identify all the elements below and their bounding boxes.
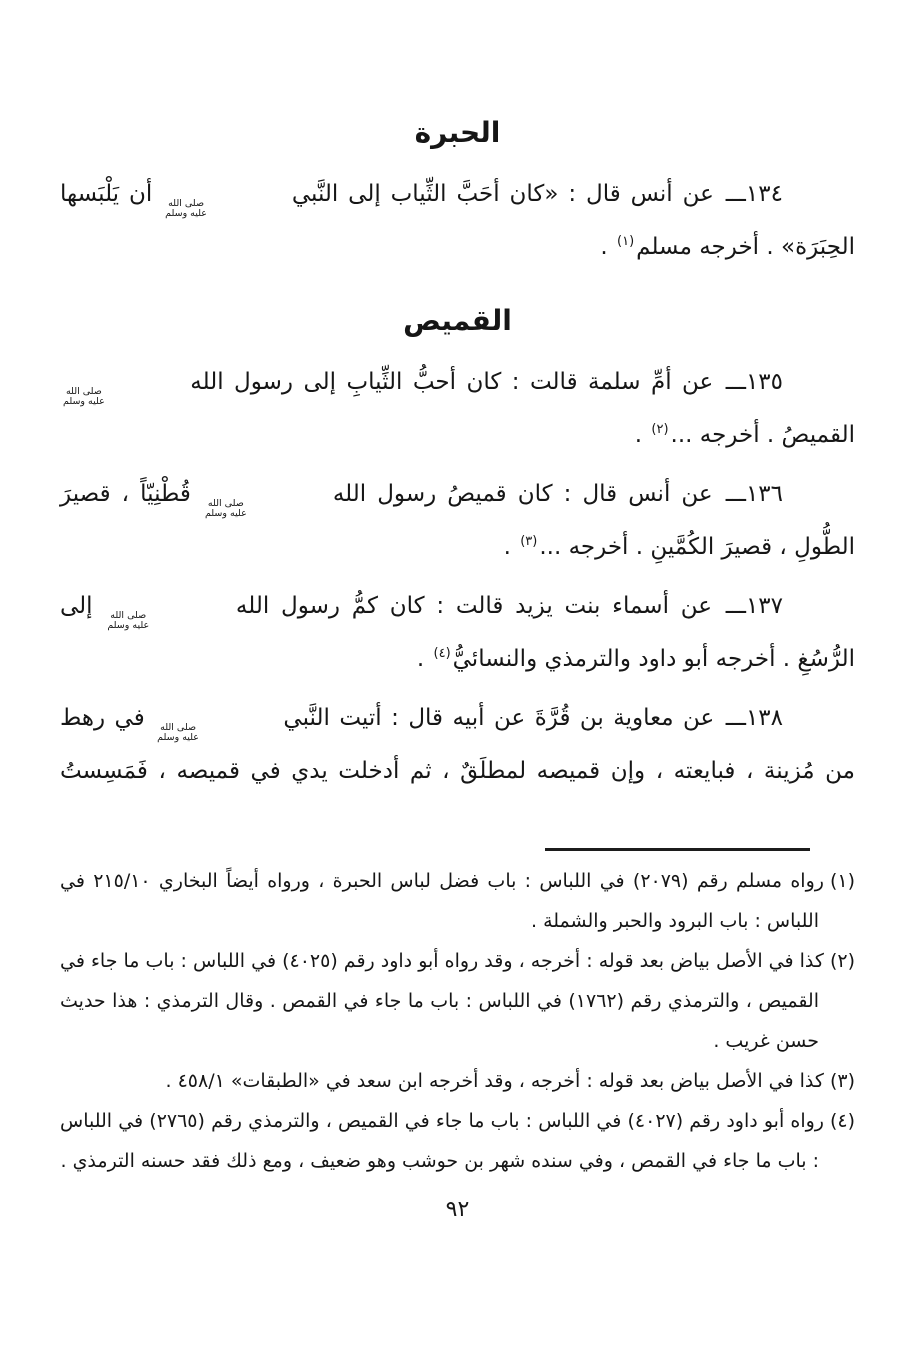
footnote-marker: (٤): [829, 1110, 856, 1132]
hadith-number: ١٣٥: [745, 369, 783, 395]
footnote-marker: (٣): [829, 1070, 855, 1092]
saw-honorific-seal: صلى الله عليه وسلم: [157, 722, 199, 743]
saw-honorific-seal: صلى الله عليه وسلم: [204, 498, 247, 519]
footnote-text: كذا في الأصل بياض بعد قوله : أخرجه ، وقد أخرجه ابن سعد في «الطبقات» ٤٥٨/١ .: [165, 1070, 824, 1092]
footnote-text: كذا في الأصل بياض بعد قوله : أخرجه ، وقد رواه أبو داود رقم (٤٠٢٥) في اللباس : باب ما جاء في القميص ، والترمذي رقم (١٧٦٢) في اللباس : باب ما جاء في القمص . وقال الترمذي : هذا حديث حسن غريب .: [60, 950, 824, 1052]
footnotes-section: [60, 848, 855, 1181]
hadith-135: [60, 356, 855, 462]
footnote-ref-3: (٣): [520, 534, 538, 550]
page-number: ٩٢: [445, 1197, 470, 1222]
footnote-4: [60, 1101, 855, 1181]
saw-honorific-seal: صلى الله عليه وسلم: [165, 198, 207, 219]
footnote-3: [60, 1061, 855, 1101]
hadith-text: عن أمِّ سلمة قالت : كان أحبُّ الثِّيابِ إلى رسول الله صلى الله عليه وسلم القميصُ . أخرجه ...: [63, 369, 855, 448]
number-dash: ـــ: [725, 705, 746, 731]
hadith-tail: .: [634, 422, 650, 448]
hadith-tail: .: [503, 534, 519, 560]
footnote-ref-4: (٤): [433, 646, 451, 662]
hadith-number: ١٣٨: [745, 705, 783, 731]
number-dash: ـــ: [725, 181, 746, 207]
number-dash: ـــ: [725, 369, 746, 395]
hadith-text: عن معاوية بن قُرَّةَ عن أبيه قال : أتيت النَّبي صلى الله عليه وسلم في رهط من مُزينة ، فبايعته ، وإن قميصه لمطلَقٌ ، ثم أدخلت يدي في قميصه ، فَمَسِستُ: [60, 705, 855, 784]
hadith-text: عن أنس قال : كان قميصُ رسول الله صلى الله عليه وسلم قُطْنِيّاً ، قصيرَ الطُّولِ ، قصيرَ الكُمَّينِ . أخرجه ...: [60, 481, 855, 560]
number-dash: ـــ: [725, 593, 746, 619]
section-title-hibara: الحبرة: [414, 116, 501, 149]
hadith-136: [60, 468, 855, 574]
hadith-text: عن أسماء بنت يزيد قالت : كان كمُّ رسول الله صلى الله عليه وسلم إلى الرُّسُغِ . أخرجه أبو داود والترمذي والنسائيُّ: [60, 593, 855, 672]
footnote-text: رواه أبو داود رقم (٤٠٢٧) في اللباس : باب ما جاء في القميص ، والترمذي رقم (٢٧٦٥) في اللباس : باب ما جاء في القمص ، وفي سنده شهر بن حوشب وهو ضعيف ، ومع ذلك فقد حسنه الترمذي .: [60, 1110, 824, 1172]
hadith-number: ١٣٧: [745, 593, 783, 619]
number-dash: ـــ: [725, 481, 746, 507]
footnote-2: [60, 941, 855, 1061]
footnote-marker: (١): [829, 870, 855, 892]
hadith-tail: .: [600, 234, 615, 260]
hadith-number: ١٣٦: [745, 481, 783, 507]
hadith-137: [60, 580, 855, 686]
saw-honorific-seal: صلى الله عليه وسلم: [63, 386, 105, 407]
saw-honorific-seal: صلى الله عليه وسلم: [107, 610, 150, 631]
hadith-138: [60, 692, 855, 798]
footnote-marker: (٢): [829, 950, 855, 972]
hadith-text: عن أنس قال : «كان أحَبَّ الثِّياب إلى النَّبي صلى الله عليه وسلم أن يَلْبَسها الحِبَرَة» . أخرجه مسلم: [60, 181, 855, 260]
hadith-tail: .: [416, 646, 432, 672]
section-title-qamis: القميص: [403, 304, 512, 337]
footnote-ref-1: (١): [617, 234, 635, 250]
hadith-134: [60, 168, 855, 274]
footnote-divider: [545, 848, 810, 851]
footnote-ref-2: (٢): [651, 422, 669, 438]
footnote-1: [60, 861, 855, 941]
hadith-number: ١٣٤: [745, 181, 783, 207]
footnote-text: رواه مسلم رقم (٢٠٧٩) في اللباس : باب فضل لباس الحبرة ، ورواه أيضاً البخاري ٢١٥/١٠ في اللباس : باب البرود والحبر والشملة .: [60, 870, 824, 932]
